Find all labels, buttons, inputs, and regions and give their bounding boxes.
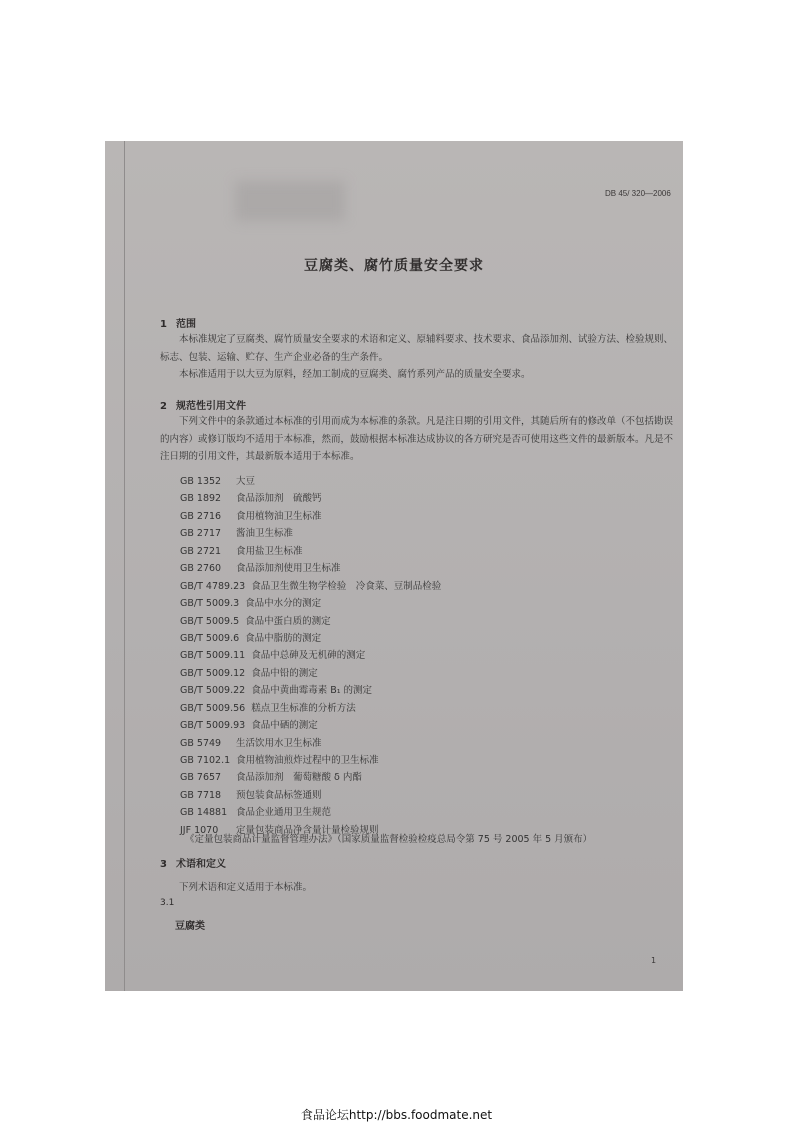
reference-title: 糕点卫生标准的分析方法: [251, 702, 356, 714]
reference-code: GB 1352: [180, 476, 222, 487]
reference-code: GB/T 5009.22: [180, 685, 246, 697]
reference-code: GB/T 5009.56: [180, 702, 246, 714]
reference-title: 食品添加剂 葡萄糖酸 δ 内酯: [236, 772, 362, 784]
reference-code: GB 2717: [180, 528, 222, 540]
document-number: DB 45/ 320—2006: [605, 189, 671, 198]
reference-item: [180, 787, 441, 804]
reference-code: GB 7657: [180, 772, 222, 784]
reference-code: GB/T 5009.93: [180, 720, 246, 732]
reference-code: GB 2760: [180, 563, 222, 575]
section-1-title: 范围: [176, 319, 196, 330]
reference-item: [180, 543, 441, 560]
reference-item: [180, 665, 441, 682]
decree-reference: 《定量包装商品计量监督管理办法》（国家质量监督检验检疫总局令第 75 号 2005 年 5 月颁布）: [185, 834, 593, 845]
subsection-3-1-title: 豆腐类: [175, 921, 205, 932]
reference-code: GB 7718: [180, 789, 222, 801]
reference-title: 食品中铅的测定: [251, 667, 318, 679]
reference-item: [180, 682, 441, 699]
reference-item: [180, 752, 441, 769]
reference-item: [180, 578, 441, 595]
section-3-paragraph-1: 下列术语和定义适用于本标准。: [179, 882, 313, 893]
section-2-paragraph-1: 下列文件中的条款通过本标准的引用而成为本标准的条款。凡是注日期的引用文件，其随后所有的修改单（不包括勘误的内容）或修订版均不适用于本标准，然而，鼓励根据本标准达成协议的各方研究是否可使用这些文件的最新版本。凡是不注日期的引用文件，其最新版本适用于本标准。: [160, 416, 674, 462]
reference-item: [180, 473, 441, 490]
page-number: 1: [651, 956, 657, 965]
reference-title: 食品卫生微生物学检验 冷食菜、豆制品检验: [251, 580, 442, 592]
reference-code: GB 5749: [180, 737, 222, 749]
section-2-heading: [160, 397, 246, 412]
reference-title: 食品添加剂使用卫生标准: [236, 563, 341, 575]
reference-title: 预包装食品标签通则: [236, 789, 322, 801]
reference-code: GB 7102.1: [180, 755, 231, 766]
reference-title: 酱油卫生标准: [236, 528, 294, 540]
reference-item: [180, 595, 441, 612]
reference-title: 食用植物油卫生标准: [236, 510, 322, 522]
reference-item: [180, 769, 441, 786]
section-1-paragraph-1: 本标准规定了豆腐类、腐竹质量安全要求的术语和定义、原辅料要求、技术要求、食品添加剂、试验方法、检验规则、标志、包装、运输、贮存、生产企业必备的生产条件。: [160, 334, 674, 363]
reference-item: [180, 490, 441, 507]
reference-title: 定量包装商品净含量计量检验规则: [236, 824, 379, 836]
reference-item: [180, 525, 441, 542]
reference-title: 食品中硒的测定: [251, 720, 318, 732]
section-2-number: 2: [160, 401, 167, 412]
reference-title: 食用植物油煎炸过程中的卫生标准: [236, 755, 379, 766]
reference-title: 食品中总砷及无机砷的测定: [251, 650, 366, 662]
reference-code: GB/T 5009.11: [180, 650, 246, 662]
page-title: 豆腐类、腐竹质量安全要求: [304, 258, 484, 274]
reference-title: 食品中脂肪的测定: [245, 632, 322, 644]
footer-forum-link: 食品论坛http://bbs.foodmate.net: [300, 1108, 493, 1122]
reference-item: [180, 735, 441, 752]
reference-item: [180, 647, 441, 664]
section-1-number: 1: [160, 319, 167, 330]
reference-item: [180, 613, 441, 630]
reference-code: GB/T 4789.23: [180, 580, 246, 592]
reference-item: [180, 717, 441, 734]
reference-code: GB 2721: [180, 545, 222, 557]
reference-title: 食品添加剂 硫酸钙: [236, 493, 322, 505]
section-2-title: 规范性引用文件: [176, 401, 246, 412]
reference-title: 食品中黄曲霉毒素 B₁ 的测定: [251, 685, 373, 697]
reference-code: GB/T 5009.5: [180, 615, 240, 627]
reference-title: 食品企业通用卫生规范: [236, 807, 332, 819]
scanned-page-photo: [105, 141, 683, 991]
reference-item: [180, 630, 441, 647]
section-3-title: 术语和定义: [176, 859, 226, 870]
reference-title: 食品中水分的测定: [245, 598, 322, 610]
reference-item: [180, 700, 441, 717]
reference-code: GB 2716: [180, 510, 222, 522]
section-3-number: 3: [160, 859, 167, 870]
reference-title: 生活饮用水卫生标准: [236, 737, 322, 749]
reference-code: GB 1892: [180, 493, 222, 505]
reference-title: 大豆: [236, 476, 256, 487]
reference-code: GB/T 5009.12: [180, 667, 246, 679]
reference-title: 食用盐卫生标准: [236, 545, 303, 557]
reference-code: GB 14881: [180, 807, 228, 819]
reference-item: [180, 560, 441, 577]
bleed-through-mark: [235, 181, 345, 221]
reference-item: [180, 508, 441, 525]
reference-code: GB/T 5009.3: [180, 598, 240, 610]
subsection-3-1-number: 3.1: [160, 898, 175, 908]
reference-list: [180, 473, 441, 839]
section-1-heading: [160, 315, 196, 330]
reference-item: [180, 804, 441, 821]
reference-title: 食品中蛋白质的测定: [245, 615, 331, 627]
section-1-paragraph-2: 本标准适用于以大豆为原料，经加工制成的豆腐类、腐竹系列产品的质量安全要求。: [179, 369, 531, 380]
section-3-heading: [160, 855, 226, 870]
reference-code: GB/T 5009.6: [180, 632, 240, 644]
reference-code: JJF 1070: [180, 824, 219, 836]
